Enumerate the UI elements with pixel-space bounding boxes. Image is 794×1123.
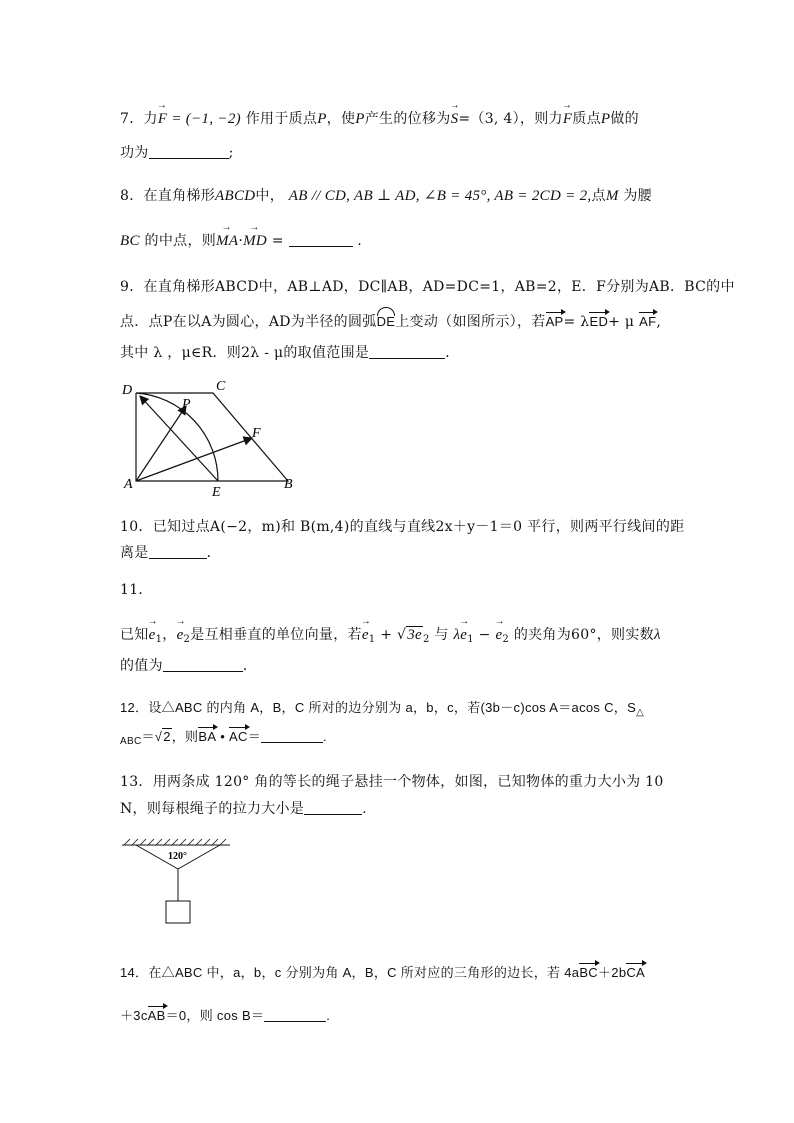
vector-ap	[136, 406, 186, 481]
q12-line2: $_{ABC}$＝√2，则BA • AC＝ .	[120, 729, 327, 747]
vector-S: → S	[451, 111, 459, 128]
vector-af	[136, 438, 252, 481]
q13-line2: N，则每根绳子的拉力大小是 .	[120, 801, 367, 817]
q8-line1: 8．在直角梯形ABCD中， AB // CD, AB ⊥ AD, ∠B = 45°, AB = 2CD = 2,点M 为腰	[120, 188, 652, 204]
vector-ed	[140, 396, 218, 481]
label-A: A	[124, 477, 133, 492]
vector-AB: AB	[147, 1008, 166, 1023]
vector-AF: AF	[639, 314, 657, 329]
vector-CA: CA	[626, 965, 646, 980]
vector-MA: → MA	[216, 233, 238, 250]
q8-line2: BC 的中点，则→ MA·→ MD = .	[120, 230, 362, 250]
q7-line1: 7．力→ F = (−1, −2) 作用于质点P，使P产生的位移为→ S=（3, 4），则力→ F质点P做的	[120, 108, 639, 128]
q7-line2: 功为 ;	[120, 145, 234, 161]
q10-line1: 10．已知过点A(−2，m)和 B(m,4)的直线与直线2x＋y－1＝0 平行，则两平行线间的距	[120, 519, 685, 535]
weight-box	[166, 901, 190, 923]
answer-blank[interactable]	[289, 234, 353, 247]
angle-label: 120°	[168, 851, 187, 862]
q9-line3: 其中 λ ，μ∈R．则2λ - μ的取值范围是 ．	[120, 345, 460, 361]
answer-blank[interactable]	[261, 730, 323, 743]
answer-blank[interactable]	[149, 146, 229, 159]
q11-line1: 已知→ $e_1$，→ $e_2$是互相垂直的单位向量，若→ $e_1 + √3e_2$ 与 $\lambda\to e_1$ − → $e_2$ 的夹角为60°，则实数λ	[120, 624, 661, 645]
label-E: E	[212, 485, 221, 498]
vector-MD: → MD	[243, 233, 267, 250]
vector-F: → F	[563, 111, 572, 128]
sqrt-symbol: √2	[154, 729, 171, 744]
vector-AC: AC	[229, 729, 248, 744]
answer-blank[interactable]	[264, 1009, 326, 1022]
label-P: P	[182, 397, 191, 412]
label-C: C	[216, 379, 226, 394]
trapezoid-outline	[136, 393, 288, 481]
answer-blank[interactable]	[304, 802, 362, 815]
answer-blank[interactable]	[369, 346, 445, 359]
q9-line1: 9．在直角梯形ABCD中，AB⊥AD，DC∥AB，AD=DC=1，AB=2，E．F分别为AB．BC的中	[120, 279, 735, 295]
vector-ED: ED	[589, 314, 609, 329]
vector-e1: → e	[362, 627, 369, 644]
q13-line1: 13．用两条成 120° 角的等长的绳子悬挂一个物体，如图，已知物体的重力大小为 10	[120, 774, 664, 790]
ceiling-hatching	[124, 839, 226, 845]
vector-AP: AP	[545, 314, 564, 329]
vector-BA: BA	[198, 729, 217, 744]
q14-line1: 14．在△ABC 中，a，b，c 分别为角 A，B，C 所对应的三角形的边长，若 4aBC＋2bCA	[120, 965, 646, 980]
sqrt-symbol: √3e	[396, 627, 422, 643]
vector-BC: BC	[579, 965, 598, 980]
vector-e1: → e	[149, 627, 156, 644]
vector-F: → F	[158, 111, 167, 128]
q9-line2: 点．点P在以A为圆心，AD为半径的圆弧DE上变动（如图所示），若AP= λED+ μ AF,	[120, 314, 662, 330]
q11-line2: 的值为 ．	[120, 658, 258, 674]
hanging-weight-figure	[118, 836, 236, 928]
vector-e1: → e	[460, 627, 467, 644]
answer-blank[interactable]	[163, 659, 243, 672]
trapezoid-figure	[118, 376, 308, 498]
q14-line2: ＋3cAB＝0，则 cos B＝ .	[120, 1008, 331, 1023]
q11-number: 11．	[120, 582, 153, 598]
vector-e2: → e	[177, 627, 184, 644]
answer-blank[interactable]	[149, 546, 207, 559]
label-F: F	[252, 426, 261, 441]
label-D: D	[122, 383, 133, 398]
vector-e2: → e	[495, 627, 502, 644]
arc-DE: DE	[376, 314, 396, 329]
q12-line1: 12．设△ABC 的内角 A，B，C 所对的边分别为 a，b，c，若(3b－c)cos A＝acos C，$S_\triangle$	[120, 700, 645, 718]
label-B: B	[284, 477, 293, 492]
q10-line2: 离是 ．	[120, 545, 221, 561]
